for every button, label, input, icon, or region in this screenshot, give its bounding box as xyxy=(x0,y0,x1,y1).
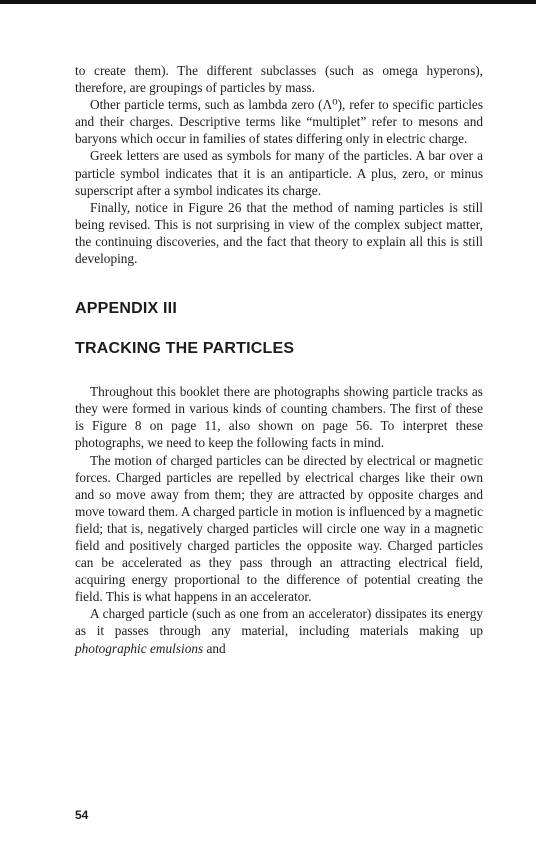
paragraph-particle-terms: Other particle terms, such as lambda zero (Λ⁰), refer to specific particles and their charges. Descriptive terms like “multiplet” refer to mesons and baryons which occur in families of states differing only in electric charge. xyxy=(75,97,483,147)
section-body xyxy=(75,383,483,657)
appendix-heading: APPENDIX III xyxy=(75,300,177,318)
paragraph-continuation: to create them). The different subclasses (such as omega hyperons), therefore, are groupings of particles by mass. xyxy=(75,63,483,96)
paragraph-motion: The motion of charged particles can be directed by electrical or magnetic forces. Charged particles are repelled by electrical charges like their own and so move away from them; they are attracted by opposite charges and move toward them. A charged particle in motion is influenced by a magnetic field; that is, negatively charged particles will circle one way in a magnetic field and positively charged particles the opposite way. Charged particles can be accelerated as they pass through an attracting electrical field, acquiring energy proportional to the difference of potential creating the field. This is what happens in an accelerator. xyxy=(75,452,483,605)
section-heading: TRACKING THE PARTICLES xyxy=(75,340,295,358)
italic-term: photographic emulsions xyxy=(75,640,204,656)
page-body xyxy=(75,62,483,657)
paragraph-finally: Finally, notice in Figure 26 that the method of naming particles is still being revised. This is not surprising in view of the complex subject matter, the continuing discoveries, and the fact that theory to explain all this is still developing. xyxy=(75,199,483,267)
page-top-edge xyxy=(0,0,536,4)
paragraph-throughout: Throughout this booklet there are photographs showing particle tracks as they were formed in various kinds of counting chambers. The first of these is Figure 8 on page 11, also shown on page 56. To interpret these photographs, we need to keep the following facts in mind. xyxy=(75,384,483,451)
paragraph-charged-particle-tail: and xyxy=(203,640,226,656)
paragraph-charged-particle xyxy=(75,605,483,656)
page-number: 54 xyxy=(75,808,89,822)
paragraph-charged-particle-text: A charged particle (such as one from an accelerator) dissipates its energy as it passes through any material, including materials making up xyxy=(75,606,483,639)
paragraph-greek-letters: Greek letters are used as symbols for many of the particles. A bar over a particle symbol indicates that it is an antiparticle. A plus, zero, or minus superscript after a symbol indicates its charge. xyxy=(75,148,483,198)
